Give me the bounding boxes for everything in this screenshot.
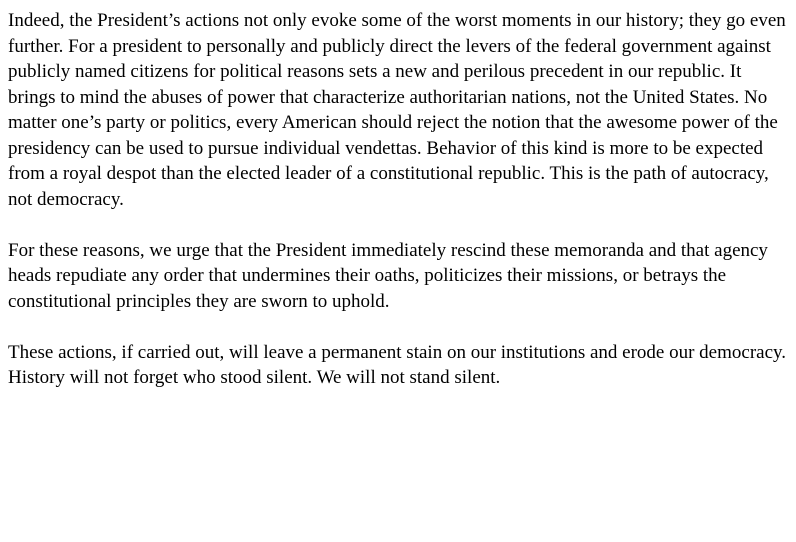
paragraph-presidents-actions: Indeed, the President’s actions not only evoke some of the worst moments in our history; they go even further. For a president to personally and publicly direct the levers of the federal government against publicly named citizens for political reasons sets a new and perilous precedent in our republic. It brings to mind the abuses of power that characterize authoritarian nations, not the United States. No matter one’s party or politics, every American should reject the notion that the awesome power of the presidency can be used to pursue individual vendettas. Behavior of this kind is more to be expected from a royal despot than the elected leader of a constitutional republic. This is the path of autocracy, not democracy. [8,10,786,210]
paragraph-urge-rescind: For these reasons, we urge that the President immediately rescind these memoranda and that agency heads repudiate any order that undermines their oaths, politicizes their missions, or betrays the constitutional principles they are sworn to uphold. [8,239,768,312]
paragraph-will-not-stand-silent: These actions, if carried out, will leave a permanent stain on our institutions and erode our democracy. History will not forget who stood silent. We will not stand silent. [8,341,787,388]
